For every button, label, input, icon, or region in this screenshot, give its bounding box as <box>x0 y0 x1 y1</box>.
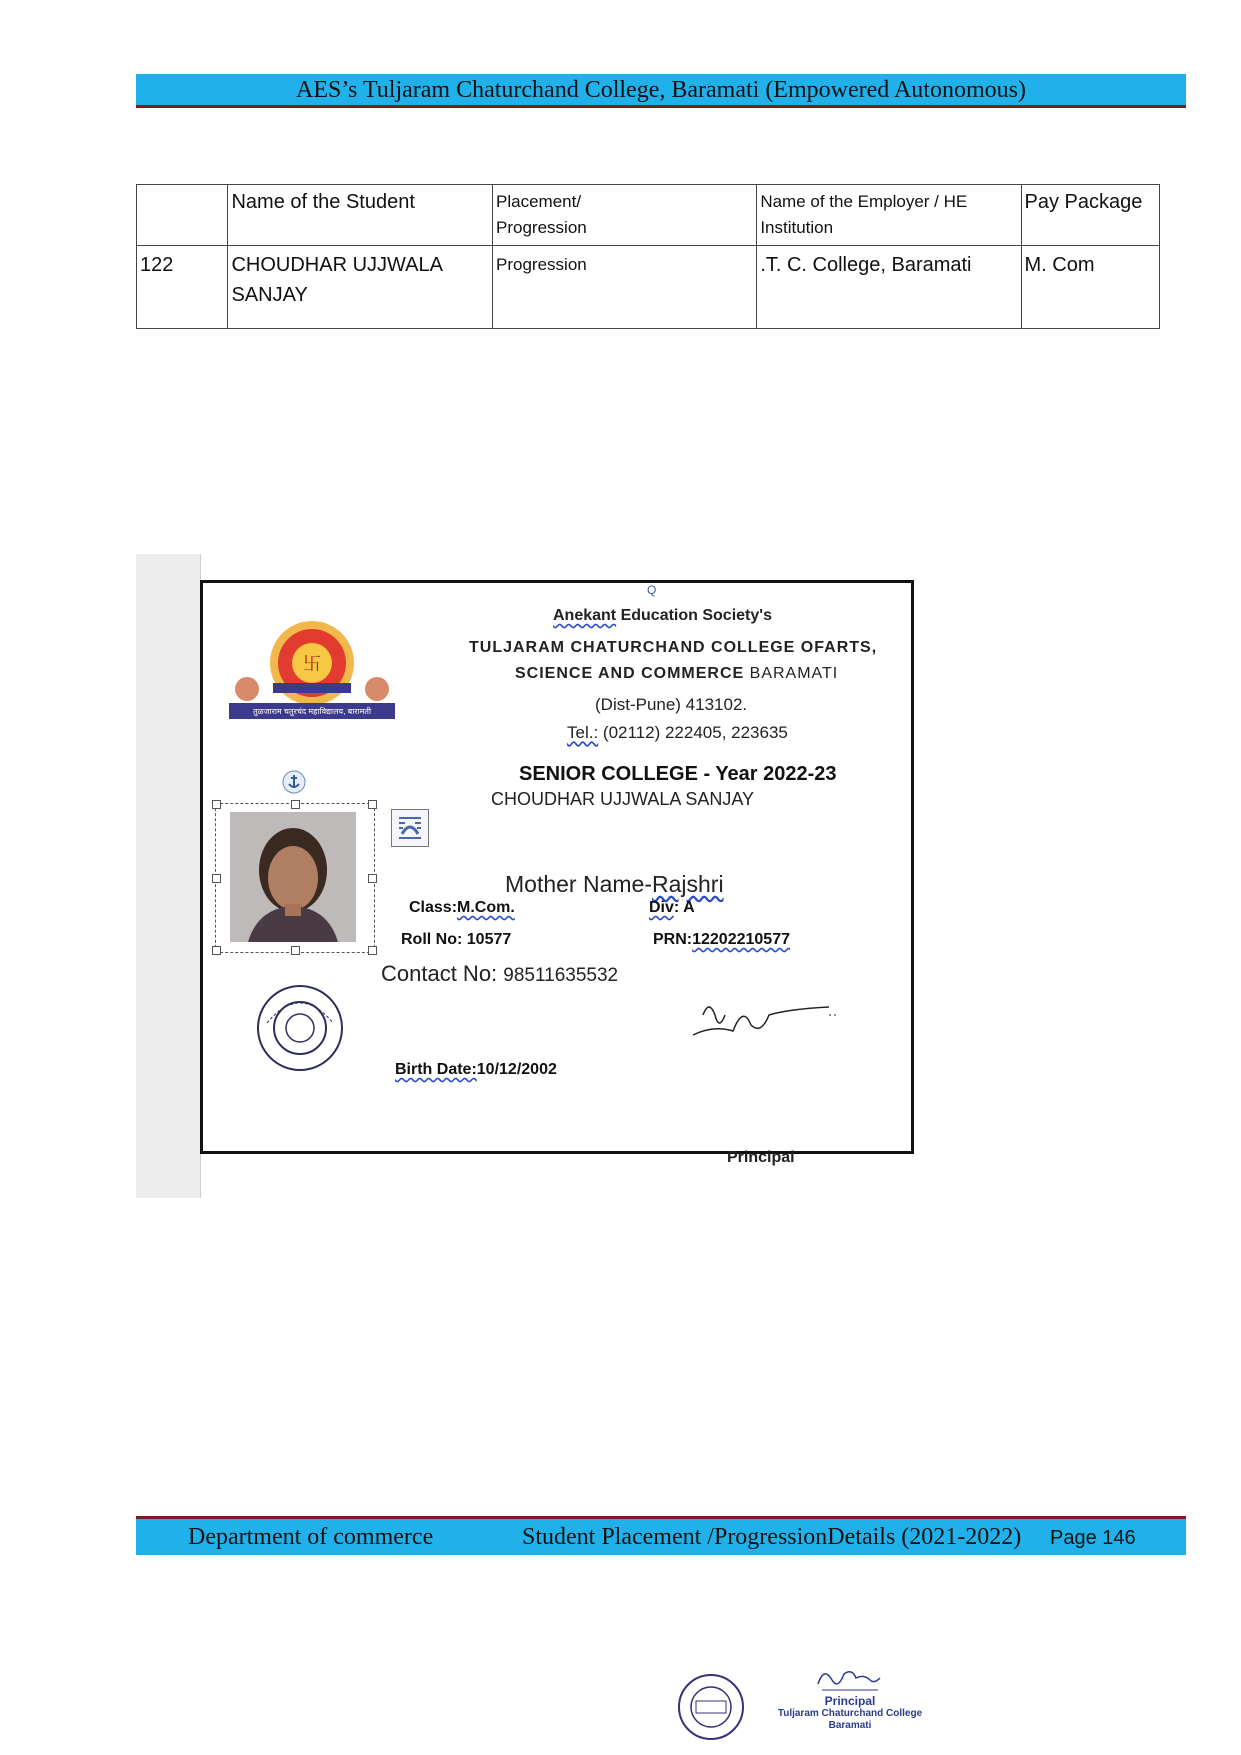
cell-placement-type: Progression <box>493 246 757 329</box>
senior-college-year: SENIOR COLLEGE - Year 2022-23 <box>519 763 837 785</box>
class-label: Class: <box>409 899 458 916</box>
class-value: M.Com. <box>457 899 515 916</box>
cell-student-name: CHOUDHAR UJJWALA SANJAY <box>228 246 493 329</box>
student-photo-frame[interactable] <box>215 803 375 953</box>
bottom-principal-signature <box>770 1664 930 1750</box>
prn-value: 12202210577 <box>692 931 790 948</box>
bottom-principal-college: Tuljaram Chaturchand College <box>777 1708 923 1719</box>
anchor-mark: Q <box>647 583 657 597</box>
college-logo <box>227 617 397 735</box>
footer-department: Department of commerce <box>188 1524 434 1550</box>
page-footer-band <box>136 1516 1186 1555</box>
society-name <box>553 607 772 625</box>
prn-field <box>653 931 790 949</box>
contact-label: Contact No: <box>381 961 504 986</box>
resize-handle-top-right[interactable] <box>368 800 377 809</box>
bottom-signature-scribble <box>814 1664 884 1694</box>
resize-handle-bottom-left[interactable] <box>212 946 221 955</box>
student-id-card <box>200 580 914 1166</box>
placement-table <box>136 184 1160 329</box>
table-header-row <box>137 185 1160 246</box>
resize-handle-bottom[interactable] <box>291 946 300 955</box>
resize-handle-left[interactable] <box>212 874 221 883</box>
contact-field <box>381 961 618 987</box>
cell-pay-package: M. Com <box>1021 246 1160 329</box>
mother-name <box>505 871 724 898</box>
mother-value: Rajshri <box>651 871 724 897</box>
birth-label: Birth Date: <box>395 1061 477 1078</box>
document-margin-gutter <box>136 554 201 1198</box>
college-stamp <box>255 983 345 1073</box>
logo-banner-text: तुळजाराम चतुरचंद महाविद्यालय, बारामती <box>252 707 372 716</box>
mother-prefix: Mother Name- <box>505 871 652 897</box>
telephone-text <box>567 723 788 743</box>
anchor-icon[interactable] <box>281 769 307 795</box>
roll-number-field <box>401 931 511 949</box>
resize-handle-top[interactable] <box>291 800 300 809</box>
cell-serial-number: 122 <box>137 246 228 329</box>
principal-signature <box>683 985 843 1045</box>
student-photo <box>230 812 356 942</box>
contact-value: 98511635532 <box>503 965 619 986</box>
society-rest: Education Society's <box>616 607 772 624</box>
page-header-title: AES’s Tuljaram Chaturchand College, Baramati (Empowered Autonomous) <box>296 77 1026 103</box>
header-cell-pay-package: Pay Package <box>1021 185 1160 246</box>
birth-value: 10/12/2002 <box>476 1061 557 1078</box>
page-header-band <box>136 74 1186 108</box>
bottom-principal-title: Principal <box>824 1694 876 1708</box>
division-value: : A <box>673 899 695 916</box>
college-line-2-bold: SCIENCE AND COMMERCE <box>515 665 745 682</box>
division-label: Div <box>649 899 674 916</box>
society-prefix: Anekant <box>553 607 617 624</box>
tel-label: Tel.: <box>567 723 599 742</box>
bottom-college-seal <box>676 1672 746 1742</box>
card-principal-label: Principal <box>727 1149 795 1166</box>
id-card-screenshot <box>136 554 916 1198</box>
svg-text:卐: 卐 <box>303 654 321 674</box>
resize-handle-bottom-right[interactable] <box>368 946 377 955</box>
college-line-1: TULJARAM CHATURCHAND COLLEGE OFARTS, <box>469 639 878 656</box>
header-cell-employer: Name of the Employer / HE Institution <box>757 185 1021 246</box>
cell-employer: .T. C. College, Baramati <box>757 246 1021 329</box>
card-student-name: CHOUDHAR UJJWALA SANJAY <box>491 789 755 809</box>
header-cell-student-name: Name of the Student <box>228 185 493 246</box>
class-field <box>409 899 515 917</box>
tel-numbers: (02112) 222405, 223635 <box>598 723 788 742</box>
anchor-icon-glyph <box>281 769 307 795</box>
college-line-2-tail: BARAMATI <box>744 665 839 682</box>
header-cell-placement <box>493 185 757 246</box>
footer-page-number: Page 146 <box>1050 1527 1136 1549</box>
layout-options-icon[interactable] <box>391 809 429 847</box>
table-row <box>137 246 1160 329</box>
header-placement-text: Placement/ Progression <box>496 192 587 237</box>
roll-label: Roll No: <box>401 931 467 948</box>
prn-label: PRN: <box>653 931 693 948</box>
district-text: (Dist-Pune) 413102. <box>595 695 748 714</box>
header-cell-number <box>137 185 228 246</box>
resize-handle-top-left[interactable] <box>212 800 221 809</box>
layout-options-glyph <box>392 810 428 846</box>
resize-handle-right[interactable] <box>368 874 377 883</box>
division-field <box>649 899 695 917</box>
footer-title: Student Placement /ProgressionDetails (2021-2022) <box>522 1524 1022 1550</box>
bottom-principal-city: Baramati <box>828 1720 872 1731</box>
birth-date-field <box>395 1061 557 1079</box>
roll-value: 10577 <box>466 931 512 948</box>
college-line-2 <box>515 665 838 683</box>
